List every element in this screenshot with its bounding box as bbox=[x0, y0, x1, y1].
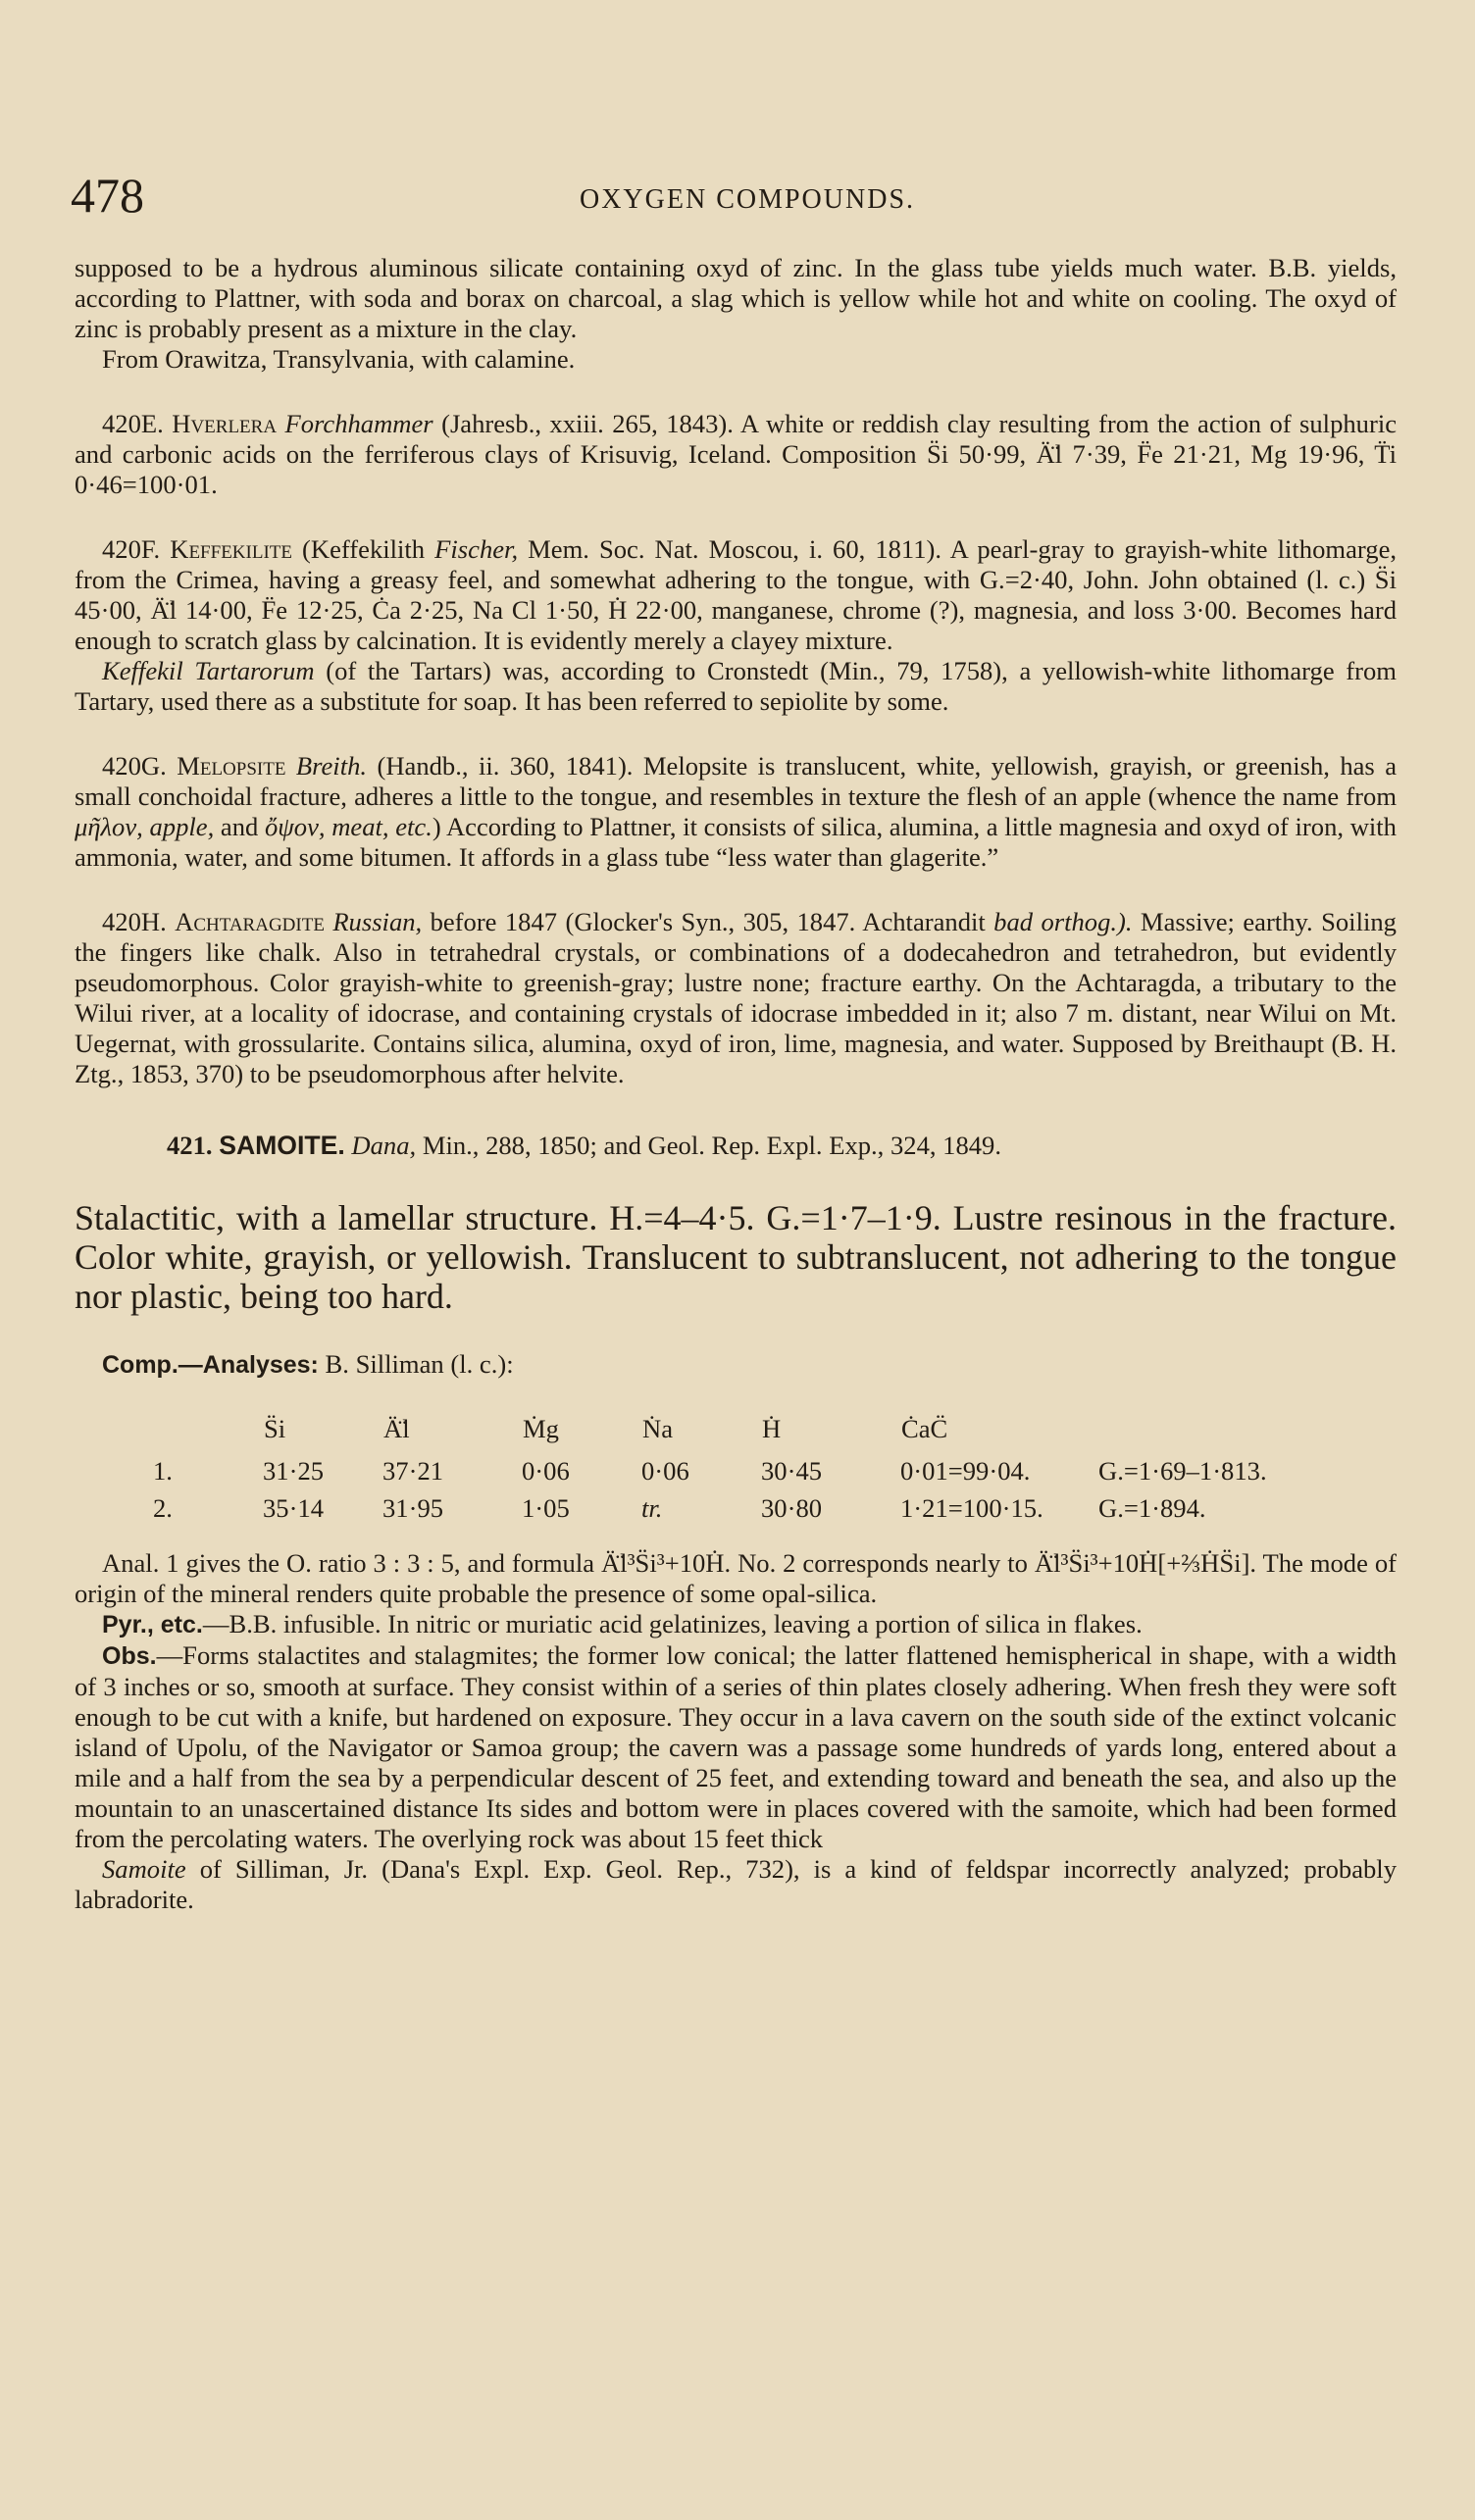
continuation-paragraph: supposed to be a hydrous aluminous silicate containing oxyd of zinc. In the glass tube yields much water. B.B. yields, according to Plattner, with soda and borax on charcoal, a slag which is yellow while hot and white on cooling. The oxyd of zinc is probably present as a mixture in the clay. bbox=[75, 253, 1397, 343]
author: Russian, bbox=[332, 907, 423, 936]
author: Fischer, bbox=[434, 534, 519, 564]
page-body bbox=[75, 253, 1397, 1915]
running-title: OXYGEN COMPOUNDS. bbox=[579, 184, 916, 215]
column-header: Ä̈l bbox=[383, 1414, 410, 1443]
column-header: Ṅa bbox=[642, 1414, 674, 1443]
mineral-title: SAMOITE. bbox=[219, 1131, 345, 1160]
column-header: ĊaC̈ bbox=[901, 1414, 948, 1443]
mineral-name: Hverlera bbox=[172, 409, 278, 438]
mineral-name: Keffekilite bbox=[170, 534, 292, 564]
table-row: 2. 35·14 31·95 1·05 tr. 30·80 1·21=100·15. G.=1·894. bbox=[153, 1492, 1206, 1523]
column-header: S̈i bbox=[264, 1414, 286, 1443]
section-420e: 420E. Hverlera Forchhammer (Jahresb., xxiii. 265, 1843). A white or reddish clay resulting from the action of sulphuric and carbonic acids on the ferriferous clays of Krisuvig, Iceland. Composition S̈i 50·99, Ä̈l 7·39, F̈e 21·21, Mg 19·96, T̈i 0·46=100·01. bbox=[75, 409, 1398, 499]
composition-line: Comp.—Analyses: B. Silliman (l. c.): bbox=[102, 1349, 514, 1379]
analysis-table bbox=[153, 1398, 1316, 1527]
observations: Obs.—Forms stalactites and stalagmites; the former low conical; the latter flattened hemispherical in shape, with a width of 3 inches or so, smooth at surface. They consist within of a series of thin plates closely adhering. When fresh they were soft enough to be cut with a knife, but hardened on exposure. They occur in a lava cavern on the south side of the extinct volcanic island of Upolu, of the Navigator or Samoa group; the cavern was a passage some hundreds of yards long, entered about a mile and a half from the sea by a perpendicular descent of 25 feet, and extending toward and beneath the sea, and also up the mountain to an unascertained distance Its sides and bottom were in places covered with the samoite, which had been formed from the percolating waters. The overlying rock was about 15 feet thick bbox=[75, 1640, 1397, 1853]
column-header: Ḣ bbox=[762, 1414, 782, 1443]
section-420f-sub: Keffekil Tartarorum (of the Tartars) was, according to Cronstedt (Min., 79, 1758), a yellowish-white lithomarge from Tartary, used there as a substitute for soap. It has been referred to sepiolite by some. bbox=[75, 656, 1397, 716]
samoite-description: Stalactitic, with a lamellar structure. H.=4–4·5. G.=1·7–1·9. Lustre resinous in the fracture. Color white, grayish, or yellowish. Translucent to subtranslucent, not adhering to the tongue nor plastic, being too hard. bbox=[75, 1198, 1397, 1316]
section-420f: 420F. Keffekilite (Keffekilith Fischer, Mem. Soc. Nat. Moscou, i. 60, 1811). A pearl-gray to grayish-white lithomarge, from the Crimea, having a greasy feel, and somewhat adhering to the tongue, with G.=2·40, John. John obtained (l. c.) S̈i 45·00, Ä̈l 14·00, F̈e 12·25, Ċa 2·25, Na Cl 1·50, Ḣ 22·00, manganese, chrome (?), magnesia, and loss 3·00. Becomes hard enough to scratch glass by calcination. It is evidently merely a clayey mixture. bbox=[75, 534, 1398, 655]
author: Forchhammer bbox=[284, 409, 433, 438]
column-header: Ṁg bbox=[523, 1414, 559, 1443]
author: Breith. bbox=[295, 751, 368, 781]
mineral-name: Achtaragdite bbox=[175, 907, 325, 936]
section-420g: 420G. Melopsite Breith. (Handb., ii. 360, 1841). Melopsite is translucent, white, yellowish, grayish, or greenish, has a small conchoidal fracture, adheres a little to the tongue, and resembles in texture the flesh of an apple (whence the name from μῆλον, apple, and ὄψον, meat, etc.) According to Plattner, it consists of silica, alumina, a little magnesia and oxyd of iron, with ammonia, water, and some bitumen. It affords in a glass tube “less water than glagerite.” bbox=[75, 751, 1398, 872]
page-number: 478 bbox=[71, 168, 144, 223]
mineral-name: Melopsite bbox=[177, 751, 286, 781]
analysis-header-row bbox=[153, 1398, 1316, 1452]
locality-paragraph: From Orawitza, Transylvania, with calamine. bbox=[102, 344, 576, 374]
table-row: 1. 31·25 37·21 0·06 0·06 30·45 0·01=99·04. G.=1·69–1·813. bbox=[153, 1455, 1267, 1486]
final-note: Samoite of Silliman, Jr. (Dana's Expl. Exp. Geol. Rep., 732), is a kind of feldspar incorrectly analyzed; probably labradorite. bbox=[75, 1854, 1397, 1914]
samoite-heading: 421. SAMOITE. Dana, Min., 288, 1850; and Geol. Rep. Expl. Exp., 324, 1849. bbox=[167, 1131, 1002, 1160]
section-420h: 420H. Achtaragdite Russian, before 1847 (Glocker's Syn., 305, 1847. Achtarandit bad orthog.). Massive; earthy. Soiling the fingers like chalk. Also in tetrahedral crystals, or combinations of a dodecahedron and tetrahedron, but evidently pseudomorphous. Color grayish-white to greenish-gray; lustre none; fracture earthy. On the Achtaragda, a tributary to the Wilui river, at a locality of idocrase, and containing crystals of idocrase imbedded in it; also 7 m. distant, near Wilui on Mt. Uegernat, with grossularite. Contains silica, alumina, oxyd of iron, lime, magnesia, and water. Supposed by Breithaupt (B. H. Ztg., 1853, 370) to be pseudomorphous after helvite. bbox=[75, 907, 1397, 1088]
page-header bbox=[71, 167, 1424, 226]
analysis-note: Anal. 1 gives the O. ratio 3 : 3 : 5, and formula Ä̈l³S̈i³+10Ḣ. No. 2 corresponds nearly to Ä̈l³S̈i³+10Ḣ[+⅔ḢS̈i]. The mode of origin of the mineral renders quite probable the presence of some opal-silica. bbox=[75, 1548, 1397, 1608]
pyrognostics: Pyr., etc.—B.B. infusible. In nitric or muriatic acid gelatinizes, leaving a portion of silica in flakes. bbox=[102, 1609, 1143, 1638]
